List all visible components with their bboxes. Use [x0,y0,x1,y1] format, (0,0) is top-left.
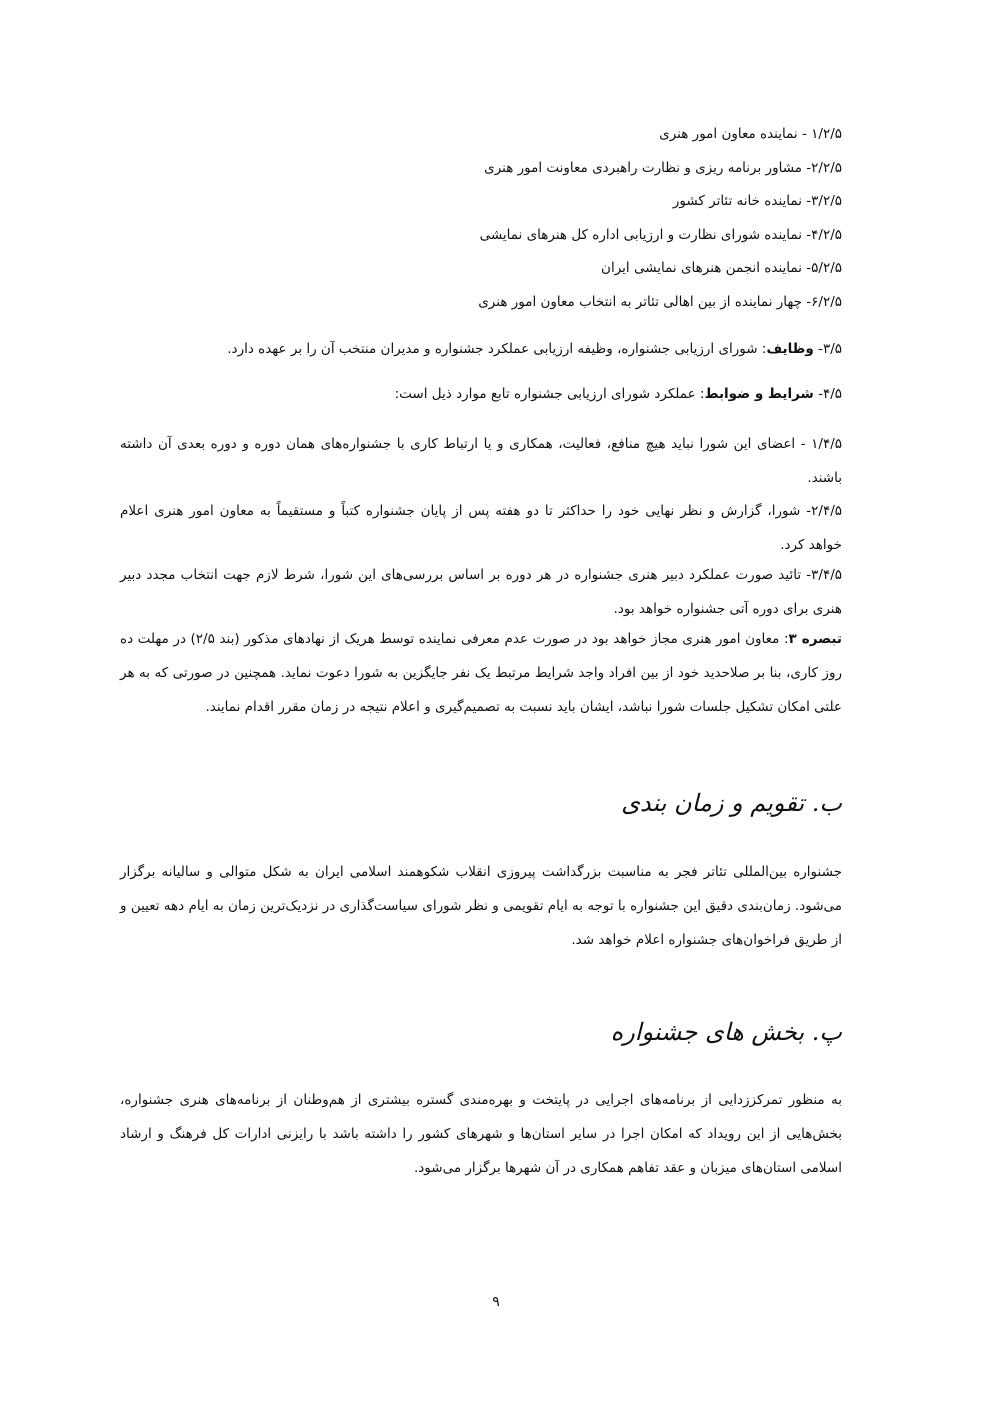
section-heading-sections: پ. بخش های جشنواره [610,1018,842,1046]
duties-number: ۳/۵- [818,341,842,357]
section-heading-calendar: ب. تقویم و زمان بندی [621,789,842,817]
rule-paragraph: ۲/۴/۵- شورا، گزارش و نظر نهایی خود را حداکثر تا دو هفته پس از پایان جشنواره کتباً و مستقیماً به معاون امور هنری اعلام خواهد کرد. [120,503,842,553]
council-member-item: ۴/۲/۵- نماینده شورای نظارت و ارزیابی اداره کل هنرهای نمایشی [479,226,842,243]
page-number: ۹ [492,1294,500,1310]
duties-paragraph [120,336,842,362]
council-member-item: ۱/۲/۵ - نماینده معاون امور هنری [659,126,842,142]
rule-paragraph: ۳/۴/۵- تائید صورت عملکرد دبیر هنری جشنواره در هر دوره بر اساس بررسی‌های این شورا، شرط لازم جهت انتخاب مجدد دبیر هنری برای دوره آتی جشنواره خواهد بود. [120,567,842,617]
conditions-label: شرایط و ضوابط [704,386,814,402]
conditions-text: : عملکرد شورای ارزیابی جشنواره تابع موارد ذیل است: [394,386,705,402]
council-member-item: ۲/۲/۵- مشاور برنامه ریزی و نظارت راهبردی معاونت امور هنری [484,159,842,176]
sections-paragraph: به منظور تمرکززدایی از برنامه‌های اجرایی در پایتخت و بهره‌مندی گستره بیشتری از هم‌وطنان از برنامه‌های هنری جشنواره، بخش‌هایی از این رویداد که امکان اجرا در سایر استان‌ها و شهرهای کشور را داشته باشد با رایزنی ادارات کل فرهنگ و ارشاد اسلامی استان‌های میزبان و عقد تفاهم همکاری در آن شهرها برگزار می‌شود. [120,1092,842,1176]
calendar-paragraph: جشنواره بین‌المللی تئاتر فجر به مناسبت بزرگداشت پیروزی انقلاب شکوهمند اسلامی ایران به شکل متوالی و سالیانه برگزار می‌شود. زمان‌بندی دقیق این جشنواره با توجه به ایام تقویمی و نظر شورای سیاست‌گذاری در نزدیک‌ترین زمان به ایام دهه تعیین و از طریق فراخوان‌های جشنواره اعلام خواهد شد. [120,864,842,948]
council-members-list [322,118,842,319]
note-text: : معاون امور هنری مجاز خواهد بود در صورت عدم معرفی نماینده توسط هریک از نهادهای مذکور (بند ۲/۵) در مهلت ده روز کاری، بنا بر صلاحدید خود از بین افراد واجد شرایط مرتبط یک نفر جایگزین به شورا دعوت نماید. همچنین در صورتی که به هر علتی امکان تشکیل جلسات شورا نباشد، ایشان باید نسبت به تصمیم‌گیری و اعلام نتیجه در زمان مقرر اقدام نمایند. [120,631,842,715]
note-label: تبصره ۳ [788,631,843,647]
duties-label: وظایف [766,341,814,357]
conditions-number: ۴/۵- [818,386,842,402]
council-member-item: ۶/۲/۵- چهار نماینده از بین اهالی تئاتر به انتخاب معاون امور هنری [478,293,842,310]
rule-paragraph: ۱/۴/۵ - اعضای این شورا نباید هیچ منافع، فعالیت، همکاری و یا ارتباط کاری با جشنواره‌های همان دوره و دوره بعدی آن داشته باشند. [120,436,842,486]
council-member-item: ۳/۲/۵- نماینده خانه تئاتر کشور [672,193,842,209]
council-member-item: ۵/۲/۵- نماینده انجمن هنرهای نمایشی ایران [601,260,842,276]
duties-text: : شورای ارزیابی جشنواره، وظیفه ارزیابی عملکرد جشنواره و مدیران منتخب آن را بر عهده دارد. [227,341,767,357]
conditions-paragraph [120,381,842,407]
note-paragraph [120,622,842,724]
